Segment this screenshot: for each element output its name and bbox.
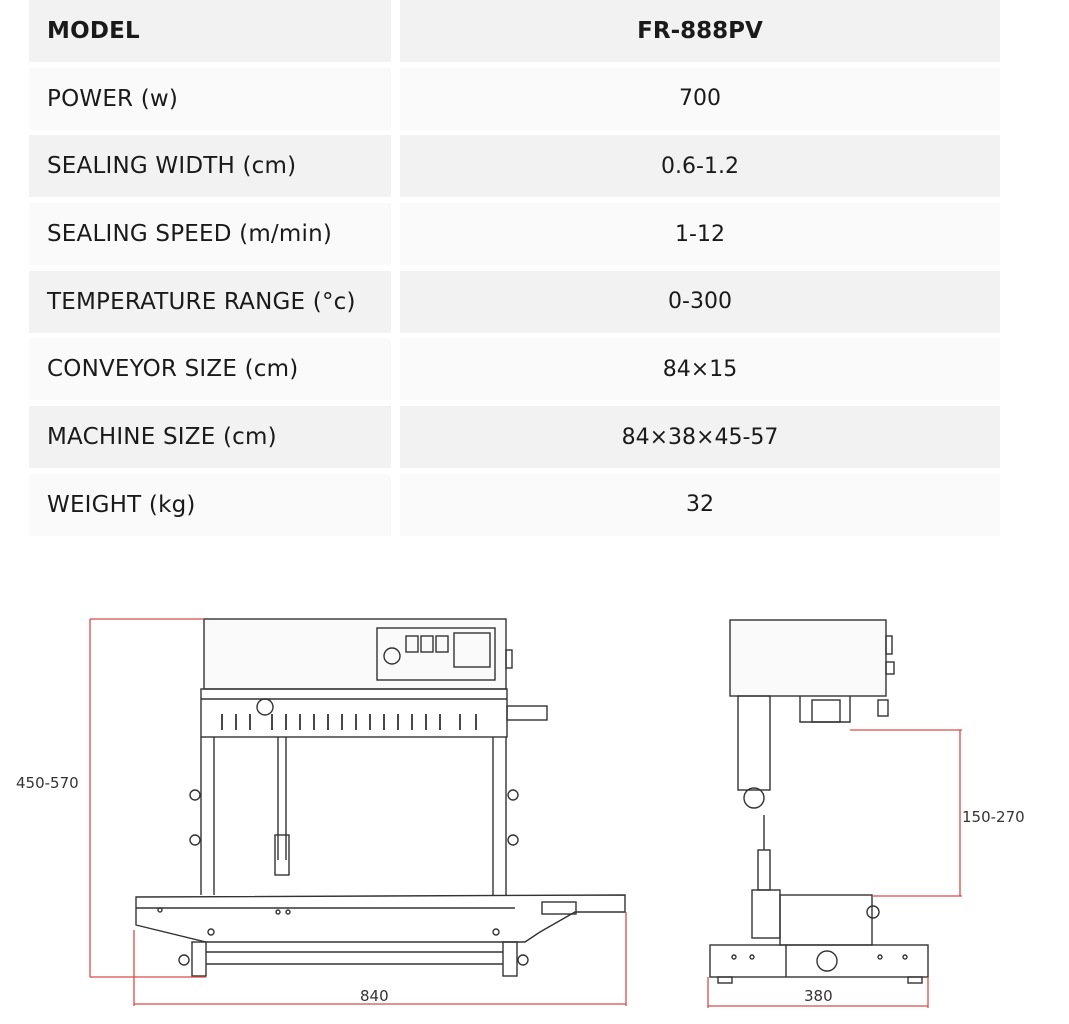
row-label: TEMPERATURE RANGE (°c) (29, 271, 391, 333)
row-value: 0-300 (400, 271, 1000, 333)
header-value: FR-888PV (400, 0, 1000, 62)
row-value: 700 (400, 68, 1000, 130)
table-row (29, 271, 1002, 333)
spec-table (29, 0, 1002, 542)
row-value: 1-12 (400, 203, 1000, 265)
row-label: SEALING SPEED (m/min) (29, 203, 391, 265)
row-label: POWER (w) (29, 68, 391, 130)
side-width-label: 380 (804, 987, 833, 1005)
dimension-labels (16, 774, 1025, 1005)
table-header-row (29, 0, 1002, 62)
row-value: 84×38×45-57 (400, 406, 1000, 468)
row-label: MACHINE SIZE (cm) (29, 406, 391, 468)
row-label: SEALING WIDTH (cm) (29, 135, 391, 197)
front-width-label: 840 (360, 987, 389, 1005)
front-view (136, 619, 625, 976)
front-height-label: 450-570 (16, 774, 79, 792)
machine-drawing (0, 560, 1069, 1024)
table-row (29, 135, 1002, 197)
row-value: 84×15 (400, 338, 1000, 400)
side-view (710, 620, 928, 983)
table-row (29, 203, 1002, 265)
table-row (29, 68, 1002, 130)
row-value: 32 (400, 474, 1000, 536)
row-value: 0.6-1.2 (400, 135, 1000, 197)
row-label: CONVEYOR SIZE (cm) (29, 338, 391, 400)
table-row (29, 474, 1002, 536)
header-label: MODEL (29, 0, 391, 62)
table-row (29, 406, 1002, 468)
table-row (29, 338, 1002, 400)
row-label: WEIGHT (kg) (29, 474, 391, 536)
side-height-label: 150-270 (962, 808, 1025, 826)
